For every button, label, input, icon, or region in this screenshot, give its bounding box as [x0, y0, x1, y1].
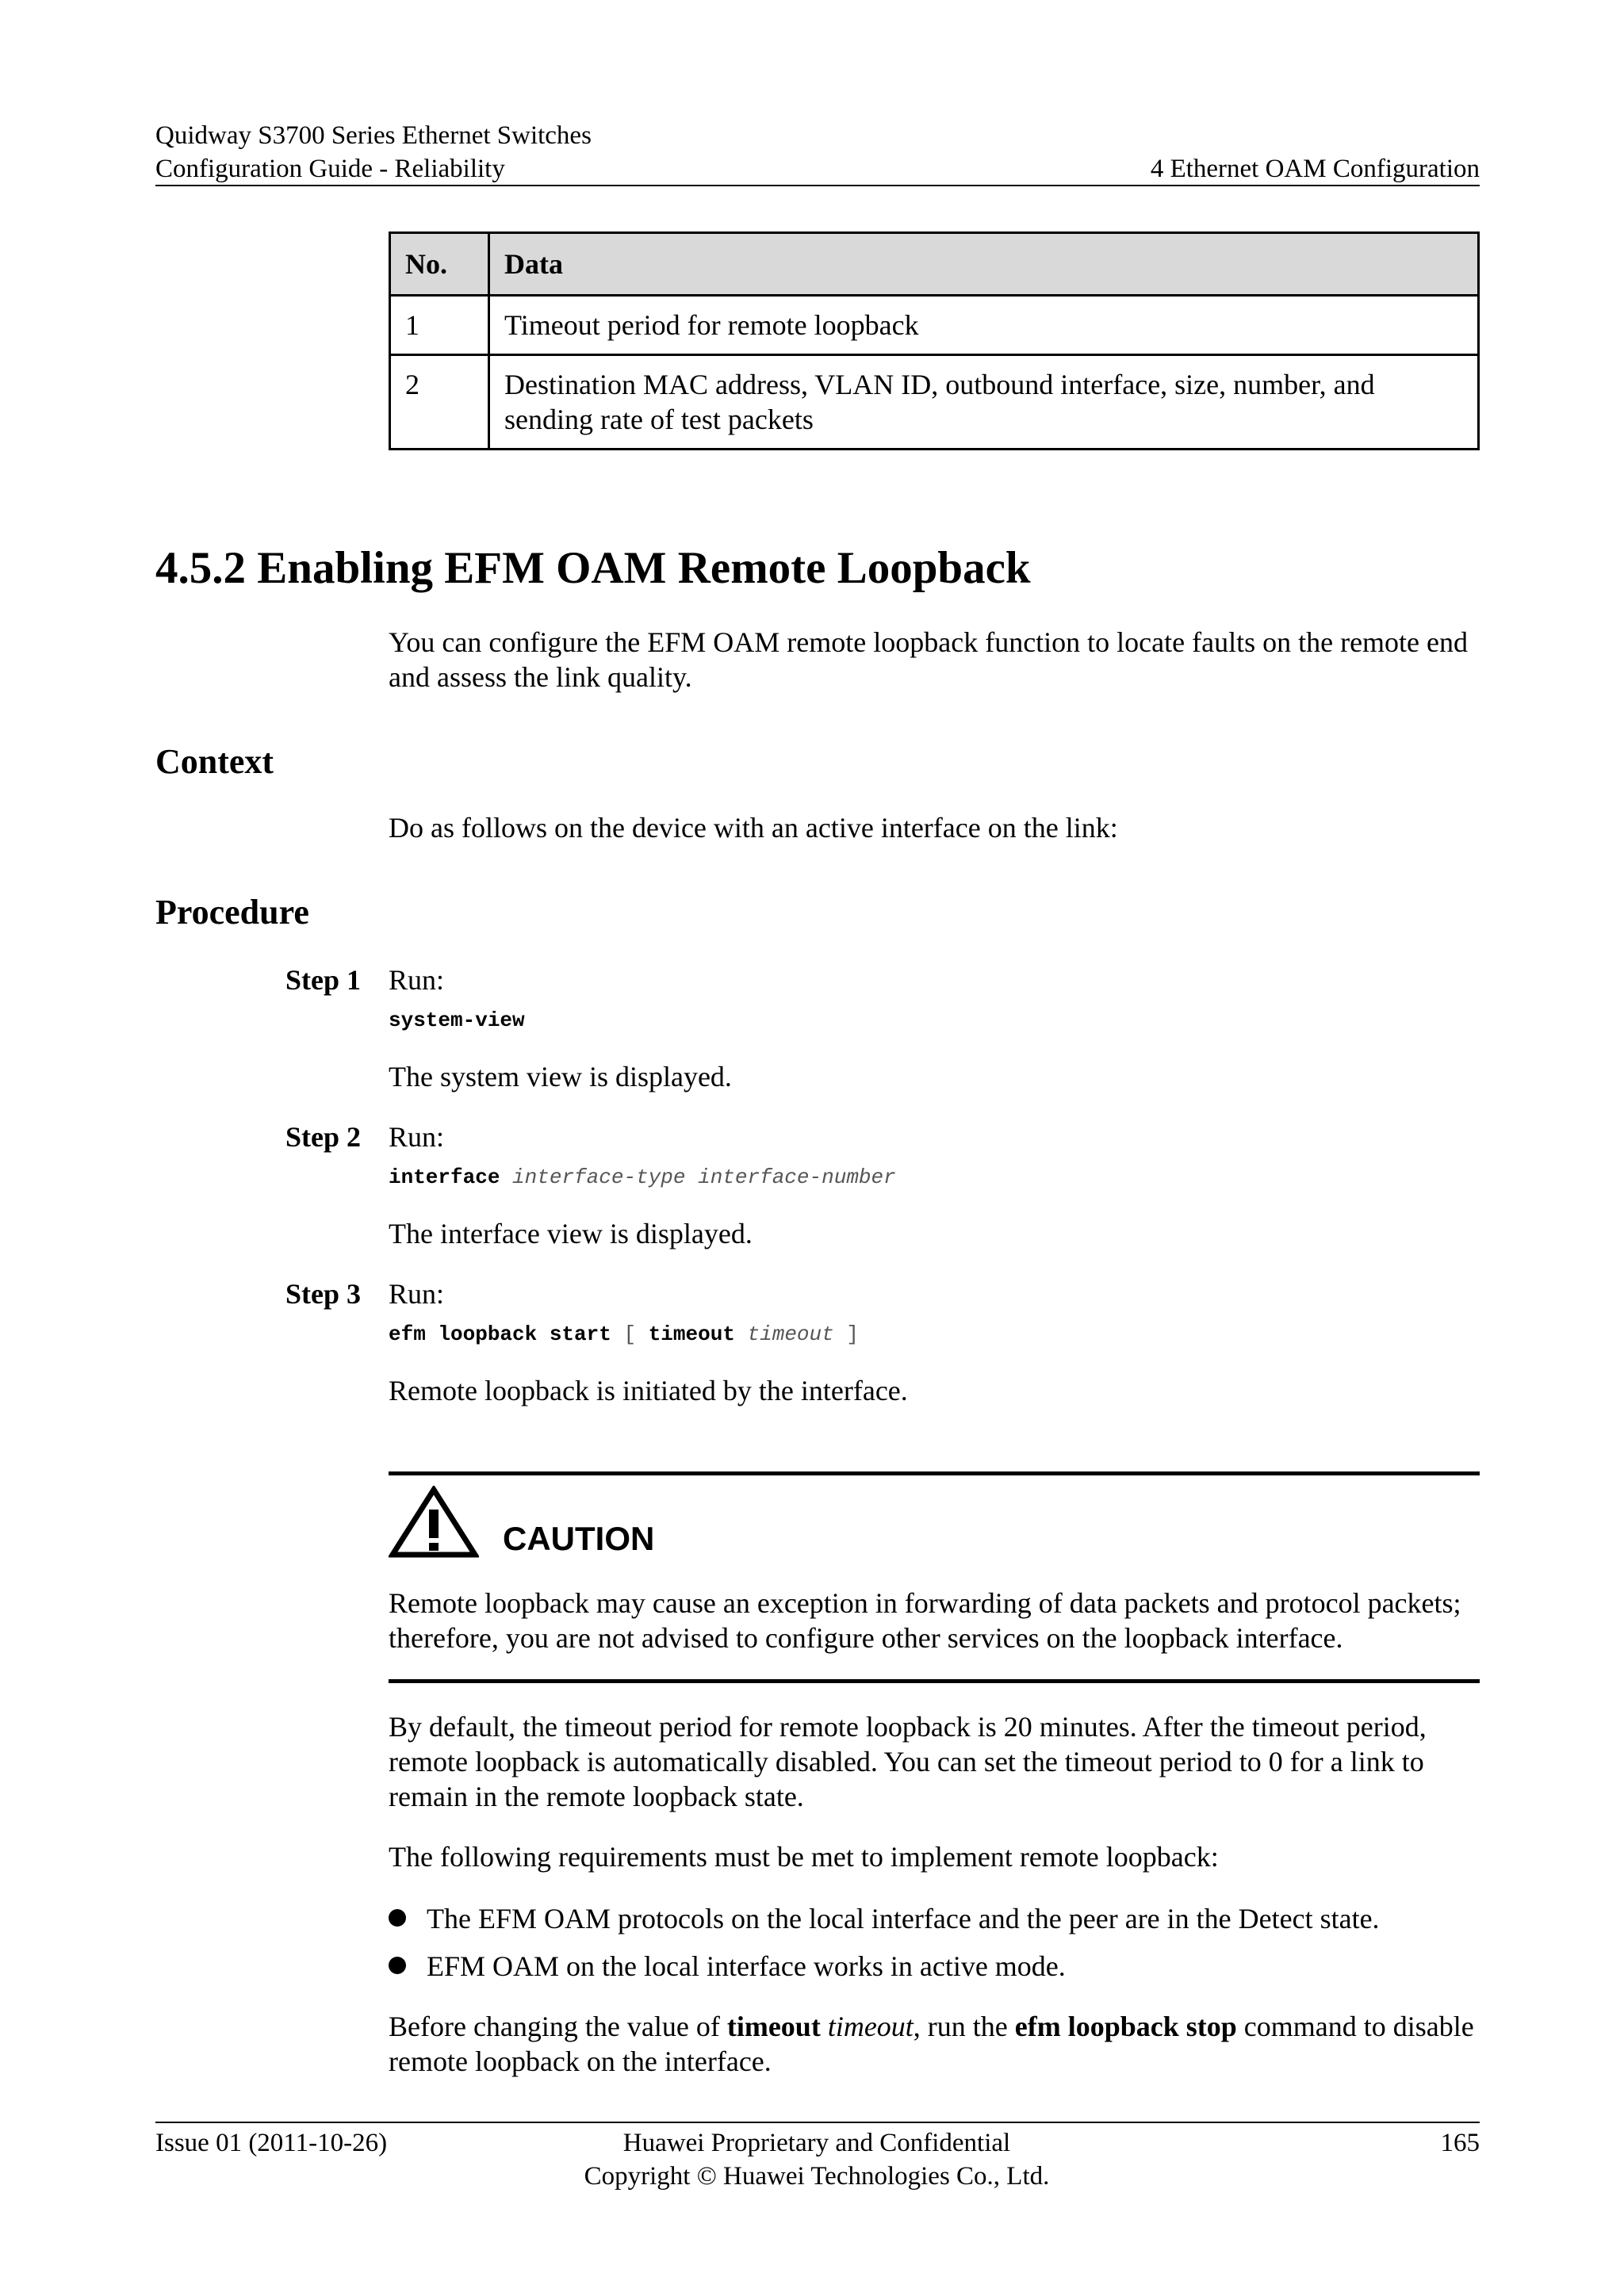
header-guide: Configuration Guide - Reliability: [155, 155, 505, 183]
step-2-result: The interface view is displayed.: [389, 1218, 753, 1249]
row-no: 2: [390, 355, 489, 450]
final-note-keyword: timeout: [726, 2011, 821, 2042]
table-row: [390, 355, 1479, 450]
command-keyword: system-view: [389, 1008, 525, 1032]
step-2-label: Step 2: [285, 1121, 362, 1153]
command-bracket-open: [: [623, 1322, 637, 1346]
data-table: [389, 232, 1480, 450]
bullet-icon: [389, 1957, 406, 1974]
list-item: [389, 1949, 1066, 1984]
command-bracket-close: ]: [846, 1322, 859, 1346]
caution-top-rule: [389, 1471, 1480, 1475]
row-data: Timeout period for remote loopback: [489, 296, 1479, 355]
final-note: [389, 2009, 1483, 2079]
footer-confidential: Huawei Proprietary and Confidential: [622, 2129, 1011, 2157]
footer-copyright: Copyright © Huawei Technologies Co., Ltd.: [584, 2162, 1050, 2191]
row-no: 1: [390, 296, 489, 355]
list-item: [389, 1901, 1380, 1936]
footer-issue: Issue 01 (2011-10-26): [155, 2129, 388, 2157]
final-note-command: efm loopback stop: [1014, 2011, 1237, 2042]
list-item-text: EFM OAM on the local interface works in active mode.: [427, 1950, 1066, 1982]
step-1-label: Step 1: [285, 964, 362, 996]
command-keyword: interface: [389, 1165, 500, 1189]
step-1-command: [389, 1007, 525, 1034]
step-2-run: Run:: [389, 1121, 445, 1153]
final-note-text: command to disable remote loopback on the interface.: [389, 2011, 1474, 2077]
page-number: 165: [1440, 2129, 1480, 2157]
list-item-text: The EFM OAM protocols on the local interface and the peer are in the Detect state.: [427, 1903, 1380, 1934]
caution-bottom-rule: [389, 1679, 1480, 1683]
context-text: Do as follows on the device with an active interface on the link:: [389, 812, 1118, 844]
default-timeout-text: By default, the timeout period for remote loopback is 20 minutes. After the timeout period, remote loopback is automatically disabled. You can set the timeout period to 0 for a link to remain in the remote loopback state.: [389, 1711, 1427, 1812]
command-keyword: efm loopback start: [389, 1322, 611, 1346]
step-1-run: Run:: [389, 964, 445, 996]
footer-rule: [155, 2122, 1480, 2123]
header-rule: [155, 185, 1480, 186]
table-row: [390, 296, 1479, 355]
requirements-intro: The following requirements must be met to implement remote loopback:: [389, 1841, 1219, 1873]
header-product: Quidway S3700 Series Ethernet Switches: [155, 121, 592, 150]
command-params: interface-type interface-number: [512, 1165, 896, 1189]
step-3-label: Step 3: [285, 1278, 362, 1310]
command-param-timeout: timeout: [747, 1322, 834, 1346]
step-3-command: [389, 1321, 859, 1348]
step-1-result: The system view is displayed.: [389, 1061, 732, 1093]
caution-text: Remote loopback may cause an exception in forwarding of data packets and protocol packets; therefore, you are not advised to configure other services on the loopback interface.: [389, 1587, 1461, 1654]
table-header-row: [390, 233, 1479, 296]
procedure-heading: Procedure: [155, 893, 309, 932]
final-note-text: Before changing the value of: [389, 2011, 727, 2042]
warning-triangle-icon: [389, 1486, 479, 1559]
col-data-header: Data: [489, 233, 1479, 296]
caution-title: CAUTION: [503, 1520, 655, 1557]
step-2-command: [389, 1164, 896, 1191]
final-note-text: , run the: [913, 2011, 1015, 2042]
section-intro: You can configure the EFM OAM remote loopback function to locate faults on the remote end and assess the link quality.: [389, 626, 1469, 693]
col-no-header: No.: [390, 233, 489, 296]
step-3-run: Run:: [389, 1278, 445, 1310]
section-title: 4.5.2 Enabling EFM OAM Remote Loopback: [155, 543, 1031, 593]
row-data: Destination MAC address, VLAN ID, outbound interface, size, number, and sending rate of test packets: [489, 355, 1479, 450]
header-chapter: 4 Ethernet OAM Configuration: [1150, 155, 1480, 183]
bullet-icon: [389, 1909, 406, 1927]
command-keyword-timeout: timeout: [648, 1322, 735, 1346]
step-3-result: Remote loopback is initiated by the interface.: [389, 1375, 908, 1406]
context-heading: Context: [155, 742, 274, 781]
final-note-param: timeout: [827, 2011, 914, 2042]
